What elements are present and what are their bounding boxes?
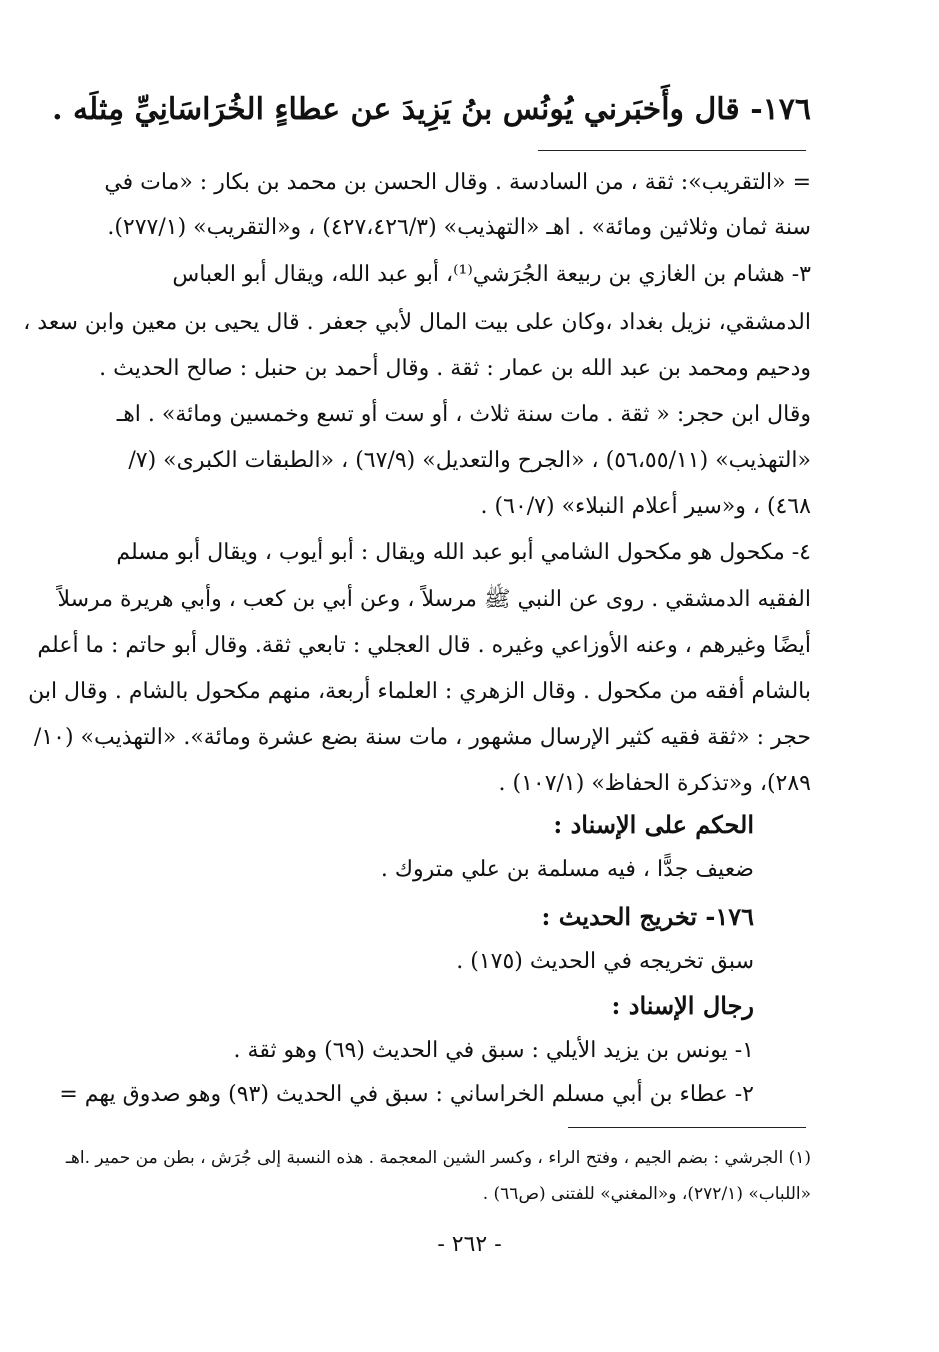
rijal-item: ١- يونس بن يزيد الأيلي : سبق في الحديث (٦٩) وهو ثقة .	[233, 1038, 754, 1063]
narrator-3-line: وقال ابن حجر: « ثقة . مات سنة ثلاث ، أو ست أو تسع وخمسين ومائة» . اهـ	[116, 402, 811, 427]
narrator-4-line: حجر : «ثقة فقيه كثير الإرسال مشهور ، مات سنة بضع عشرة ومائة». «التهذيب» (١٠/	[33, 725, 811, 750]
ruling-text: ضعيف جدًّا ، فيه مسلمة بن علي متروك .	[380, 857, 754, 882]
footnote-line: «اللباب» (٢٧٢/١)، و«المغني» للفتنى (ص٦٦) .	[482, 1184, 811, 1204]
hadith-heading: ١٧٦- قال وأَخبَرني يُونُس بنُ يَزِيدَ عن عطاءٍ الخُرَاسَانِيِّ مِثلَه .	[52, 92, 811, 127]
narrator-4-line: ٤- مكحول هو مكحول الشامي أبو عبد الله ويقال : أبو أيوب ، ويقال أبو مسلم	[116, 540, 811, 565]
ruling-heading: الحكم على الإسناد :	[553, 810, 754, 839]
narrator-3-line: ٤٦٨) ، و«سير أعلام النبلاء» (٦٠/٧) .	[480, 494, 811, 519]
narrator-3-line: ٣- هشام بن الغازي بن ربيعة الجُرَشي⁽¹⁾، أبو عبد الله، ويقال أبو العباس	[172, 262, 811, 287]
footnote-divider	[568, 1127, 806, 1128]
narrator-4-line: أيضًا وغيرهم ، وعنه الأوزاعي وغيره . قال العجلي : تابعي ثقة. وقال أبو حاتم : ما أعلم	[37, 633, 811, 658]
continuation-line: سنة ثمان وثلاثين ومائة» . اهـ «التهذيب» (٤٢٧،٤٢٦/٣) ، و«التقريب» (٢٧٧/١).	[107, 215, 811, 240]
rijal-heading: رجال الإسناد :	[611, 991, 754, 1020]
narrator-4-line: بالشام أفقه من مكحول . وقال الزهري : العلماء أربعة، منهم مكحول بالشام . وقال ابن	[28, 679, 811, 704]
continuation-line: = «التقريب»: ثقة ، من السادسة . وقال الحسن بن محمد بن بكار : «مات في	[104, 170, 811, 195]
takhrij-heading: ١٧٦- تخريج الحديث :	[541, 902, 754, 931]
rijal-item: ٢- عطاء بن أبي مسلم الخراساني : سبق في الحديث (٩٣) وهو صدوق يهم =	[59, 1082, 754, 1107]
top-divider	[538, 150, 806, 151]
narrator-4-line: ٢٨٩)، و«تذكرة الحفاظ» (١٠٧/١) .	[498, 771, 811, 796]
narrator-3-line: ودحيم ومحمد بن عبد الله بن عمار : ثقة . وقال أحمد بن حنبل : صالح الحديث .	[99, 356, 811, 381]
takhrij-text: سبق تخريجه في الحديث (١٧٥) .	[456, 949, 754, 974]
narrator-3-line: «التهذيب» (٥٦،٥٥/١١) ، «الجرح والتعديل» (٦٧/٩) ، «الطبقات الكبرى» (٧/	[128, 448, 811, 473]
narrator-3-line: الدمشقي، نزيل بغداد ،وكان على بيت المال لأبي جعفر . قال يحيى بن معين وابن سعد ،	[23, 310, 811, 335]
narrator-4-line: الفقيه الدمشقي . روى عن النبي ﷺ مرسلاً ، وعن أبي بن كعب ، وأبي هريرة مرسلاً	[57, 587, 811, 612]
footnote-line: (١) الجرشي : بضم الجيم ، وفتح الراء ، وكسر الشين المعجمة . هذه النسبة إلى جُرَش ، بطن من حمير .اهـ	[65, 1148, 811, 1168]
page-number: - ٢٦٢ -	[437, 1232, 502, 1257]
